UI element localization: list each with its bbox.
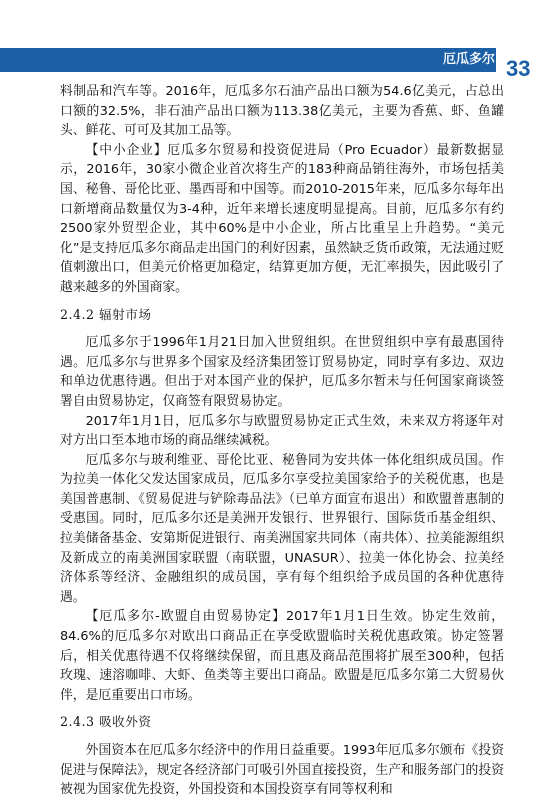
section-heading-2-4-3: 2.4.3 吸收外资 — [60, 714, 152, 730]
paragraph-intro: 料制品和汽车等。2016年，厄瓜多尔石油产品出口额为54.6亿美元，占总出口额的32.5%，非石油产品出口额为113.38亿美元，主要为香蕉、虾、鱼罐头、鲜花、可可及其加工品等。 — [60, 84, 504, 139]
section-heading-2-4-2: 2.4.2 辐射市场 — [60, 306, 152, 322]
running-header-title: 厄瓜多尔 — [442, 52, 495, 67]
paragraph-andean: 厄瓜多尔与玻利维亚、哥伦比亚、秘鲁同为安共体一体化组织成员国。作为拉美一体化父发达国家成员，厄瓜多尔享受拉美国家给予的关税优惠，也是美国普惠制、《贸易促进与铲除毒品法》（已单方面宣布退出）和欧盟普惠制的受惠国。同时，厄瓜多尔还是美洲开发银行、世界银行、国际货币基金组织、拉美储备基金、安第斯促进银行、南美洲国家共同体（南共体）、拉美能源组织及新成立的南美洲国家联盟（南联盟，UNASUR）、拉美一体化协会、拉美经济体系等经济、金融组织的成员国，享有每个组织给予成员国的各种优惠待遇。 — [60, 452, 504, 605]
paragraph-eu-agreement: 2017年1月1日，厄瓜多尔与欧盟贸易协定正式生效，未来双方将逐年对对方出口至本地市场的商品继续减税。 — [60, 413, 504, 449]
body-content — [60, 82, 504, 800]
page-number: 33 — [506, 56, 531, 81]
paragraph-eu-fta: 【厄瓜多尔-欧盟自由贸易协定】2017年1月1日生效。协定生效前，84.6%的厄瓜多尔对欧出口商品正在享受欧盟临时关税优惠政策。协定签署后，相关优惠待遇不仅将继续保留，而且惠及商品范围将扩展至300种，包括玫瑰、速溶咖啡、大虾、鱼类等主要出口商品。欧盟是厄瓜多尔第二大贸易伙伴，是厄重要出口市场。 — [60, 609, 504, 703]
paragraph-wto: 厄瓜多尔于1996年1月21日加入世贸组织。在世贸组织中享有最惠国待遇。厄瓜多尔与世界多个国家及经济集团签订贸易协定，同时享有多边、双边和单边优惠待遇。但出于对本国产业的保护，厄瓜多尔暂未与任何国家商谈签署自由贸易协定，仅商签有限贸易协定。 — [60, 335, 504, 409]
header-bar — [0, 48, 496, 72]
paragraph-fdi: 外国资本在厄瓜多尔经济中的作用日益重要。1993年厄瓜多尔颁布《投资促进与保障法》，规定各经济部门可吸引外国直接投资，生产和服务部门的投资被视为国家优先投资，外国投资和本国投资享有同等权利和 — [60, 743, 504, 798]
paragraph-sme: 【中小企业】厄瓜多尔贸易和投资促进局（Pro Ecuador）最新数据显示，2016年，30家小微企业首次将生产的183种商品销往海外，市场包括美国、秘鲁、哥伦比亚、墨西哥和中国等。而2010-2015年来，厄瓜多尔每年出口新增商品数量仅为3-4种，近年来增长速度明显提高。目前，厄瓜多尔有约2500家外贸型企业，其中60%是中小企业，所占比重呈上升趋势。“美元化”是支持厄瓜多尔商品走出国门的利好因素，虽然缺乏货币政策，无法通过贬值刺激出口，但美元价格更加稳定，结算更加方便，无汇率损失，因此吸引了越来越多的外国商家。 — [60, 142, 504, 295]
